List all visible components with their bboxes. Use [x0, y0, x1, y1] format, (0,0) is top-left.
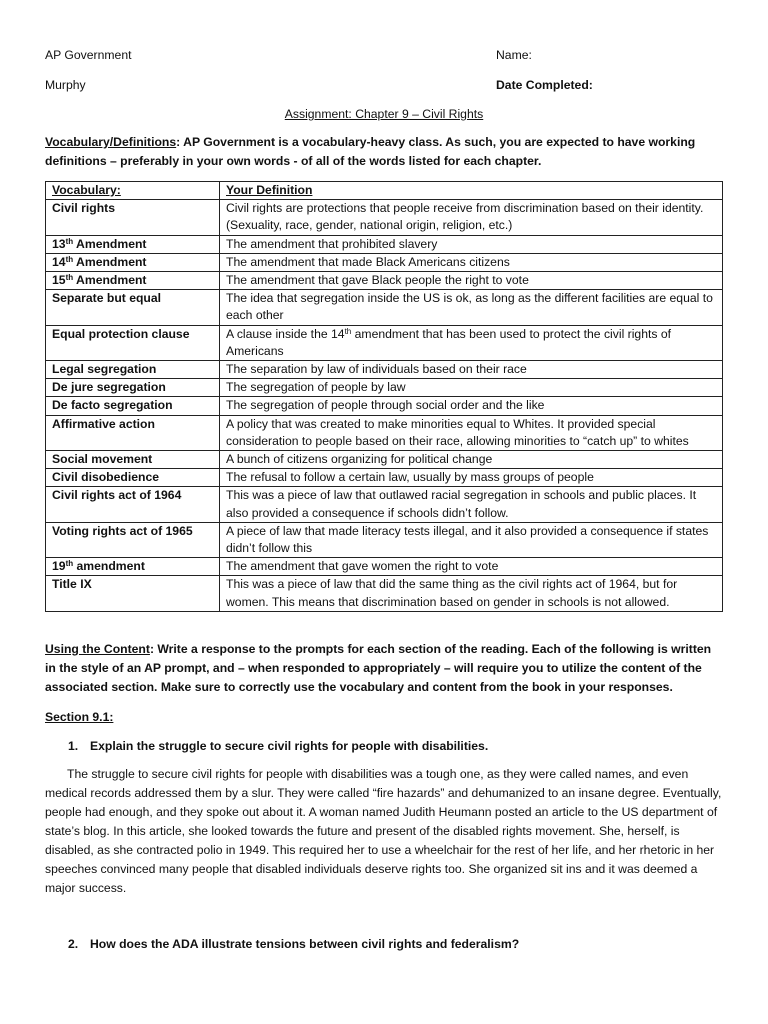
vocab-term: De jure segregation: [46, 379, 220, 397]
assignment-title: Assignment: Chapter 9 – Civil Rights: [284, 107, 484, 121]
vocab-term: Civil rights: [46, 200, 220, 235]
teacher-name: Murphy: [45, 78, 86, 92]
table-row: [46, 469, 723, 487]
table-row: [46, 522, 723, 557]
table-header-row: [46, 182, 723, 200]
date-completed-label: Date Completed:: [496, 78, 593, 92]
vocab-term: Title IX: [46, 576, 220, 611]
table-row: [46, 325, 723, 360]
table-row: [46, 235, 723, 253]
table-row: [46, 253, 723, 271]
vocab-intro: [45, 133, 725, 171]
table-row: [46, 272, 723, 290]
vocab-term: De facto segregation: [46, 397, 220, 415]
vocab-term: Civil rights act of 1964: [46, 487, 220, 522]
vocab-definition: The segregation of people by law: [220, 379, 723, 397]
vocab-term: 13th Amendment: [46, 235, 220, 253]
vocab-definition: The amendment that prohibited slavery: [220, 235, 723, 253]
content-intro-text: : Write a response to the prompts for each section of the reading. Each of the following is written in the style of an AP prompt, and – when responded to appropriately – will require you to utilize the content of the associated section. Make sure to correctly use the vocabulary and content from the book in your responses.: [45, 642, 712, 694]
vocab-definition: The amendment that gave women the right to vote: [220, 558, 723, 576]
course-name: AP Government: [45, 48, 132, 62]
vocab-table: [45, 181, 723, 612]
vocab-definition: Civil rights are protections that people receive from discrimination based on their identity. (Sexuality, race, gender, national origin, religion, etc.): [220, 200, 723, 235]
vocab-term: Civil disobedience: [46, 469, 220, 487]
question-1-answer-text: The struggle to secure civil rights for people with disabilities was a tough one, as they were called names, and even medical records addressed them by a slur. They were called “fire hazards” and dehumanized to an insane degree. Eventually, people had enough, and they spoke out about it. A woman named Judith Heumann posted an article to the US department of state’s blog. In this article, she looked towards the future and present of the disabled rights movement. She, herself, is disabled, as she contracted polio in 1949. This required her to use a wheelchair for the rest of her life, and her rhetoric in her speeches convinced many people that disabled individuals deserve rights too. She organized sit ins and it was deemed a major success.: [45, 767, 722, 895]
vocab-term: Legal segregation: [46, 361, 220, 379]
table-row: [46, 200, 723, 235]
vocab-definition: The amendment that made Black Americans citizens: [220, 253, 723, 271]
vocab-intro-text: : AP Government is a vocabulary-heavy class. As such, you are expected to have working definitions – preferably in your own words - of all of the words listed for each chapter.: [45, 135, 696, 168]
col-header-vocabulary: Vocabulary:: [46, 182, 220, 200]
vocab-definition: A clause inside the 14th amendment that has been used to protect the civil rights of Americans: [220, 325, 723, 360]
table-row: [46, 558, 723, 576]
question-2-number: 2.: [68, 937, 79, 951]
vocab-definition: This was a piece of law that did the same thing as the civil rights act of 1964, but for women. This means that discrimination based on gender in schools is not allowed.: [220, 576, 723, 611]
table-row: [46, 397, 723, 415]
vocab-definition: The refusal to follow a certain law, usually by mass groups of people: [220, 469, 723, 487]
vocab-term: Equal protection clause: [46, 325, 220, 360]
vocab-definition: The idea that segregation inside the US is ok, as long as the different facilities are equal to each other: [220, 290, 723, 325]
vocab-definition: A piece of law that made literacy tests illegal, and it also provided a consequence if states didn’t follow this: [220, 522, 723, 557]
vocab-term: Affirmative action: [46, 415, 220, 450]
vocab-definition: The segregation of people through social order and the like: [220, 397, 723, 415]
question-1-text: Explain the struggle to secure civil rights for people with disabilities.: [90, 739, 489, 753]
vocab-heading: Vocabulary/Definitions: [45, 135, 177, 149]
content-intro: [45, 640, 725, 697]
table-row: [46, 487, 723, 522]
table-row: [46, 576, 723, 611]
name-label: Name:: [496, 48, 532, 62]
vocab-term: Social movement: [46, 451, 220, 469]
vocab-term: Separate but equal: [46, 290, 220, 325]
vocab-definition: This was a piece of law that outlawed racial segregation in schools and public places. It also provided a consequence if schools didn’t follow.: [220, 487, 723, 522]
question-1: [68, 737, 488, 755]
table-row: [46, 290, 723, 325]
vocab-definition: A policy that was created to make minorities equal to Whites. It provided special consideration to people based on their race, allowing minorities to “catch up” to whites: [220, 415, 723, 450]
vocab-definition: A bunch of citizens organizing for political change: [220, 451, 723, 469]
vocab-term: 14th Amendment: [46, 253, 220, 271]
section-title: Section 9.1:: [45, 710, 114, 724]
col-header-definition: Your Definition: [220, 182, 723, 200]
table-row: [46, 379, 723, 397]
content-heading: Using the Content: [45, 642, 150, 656]
question-2: [68, 935, 519, 953]
vocab-definition: The separation by law of individuals based on their race: [220, 361, 723, 379]
vocab-term: 15th Amendment: [46, 272, 220, 290]
question-1-answer: [45, 765, 723, 898]
table-row: [46, 415, 723, 450]
table-row: [46, 451, 723, 469]
question-2-text: How does the ADA illustrate tensions between civil rights and federalism?: [90, 937, 520, 951]
table-row: [46, 361, 723, 379]
vocab-definition: The amendment that gave Black people the right to vote: [220, 272, 723, 290]
question-1-number: 1.: [68, 739, 79, 753]
vocab-term: Voting rights act of 1965: [46, 522, 220, 557]
vocab-term: 19th amendment: [46, 558, 220, 576]
